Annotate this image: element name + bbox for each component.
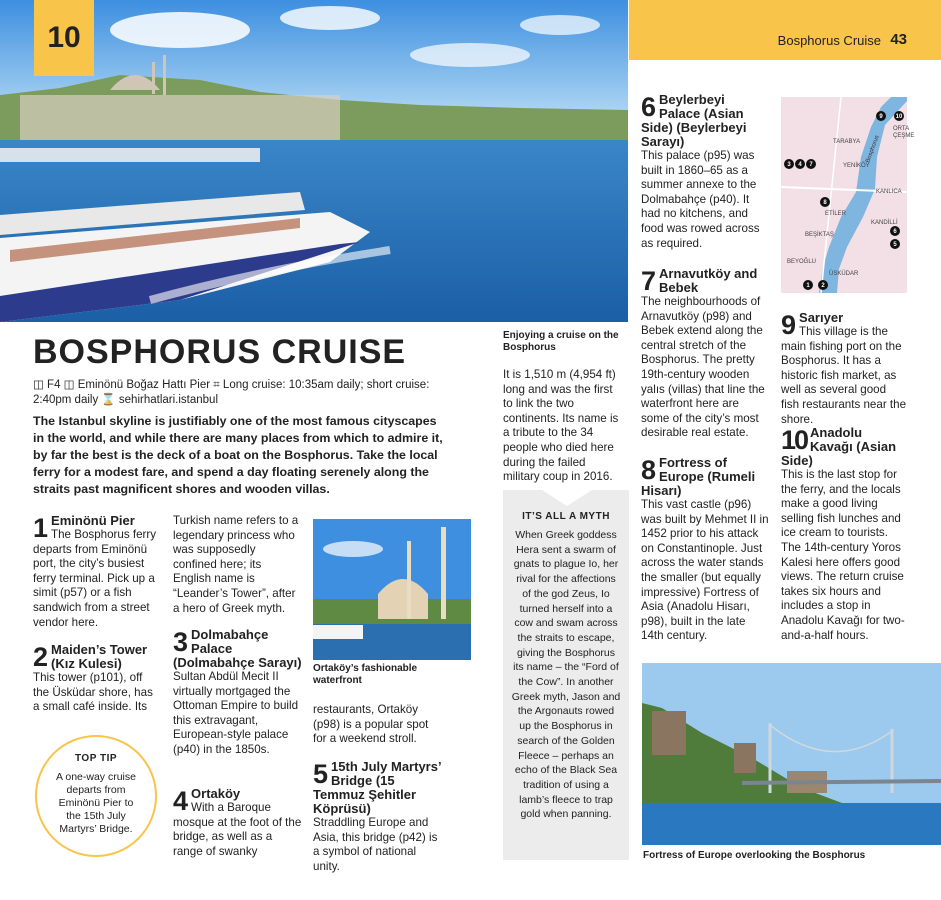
myth-text: When Greek goddess Hera sent a swarm of gnats to plague Io, her rival for the affections of the god Zeus, Io turned herself into a cow and swam across the straits to escape, giving the Bosphorus its name – the “Ford of the Cow”. In another Greek myth, Jason and the Argonauts rowed up the Bosphorus in search of the Golden Fleece – perhaps an echo of the Black Sea tradition of using a lamb’s fleece to trap gold when panning. [511, 529, 621, 821]
section-title: 15th July Martyrs’ Bridge (15 Temmuz Şehitler Köprüsü) [313, 759, 441, 816]
section-title: Beylerbeyi Palace (Asian Side) (Beylerbeyi Sarayı) [641, 92, 747, 149]
section-number: 10 [781, 425, 808, 455]
section-4 [173, 787, 303, 859]
section-7 [641, 267, 765, 441]
map-label: YENİKÖY [843, 163, 870, 169]
section-number: 8 [641, 455, 657, 485]
map-label: BEŞİKTAŞ [805, 232, 834, 238]
myth-notch [542, 490, 592, 506]
section-text: This village is the main fishing port on the Bosphorus. It has a historic fish market, as well as several good fish restaurants near the shore. [781, 325, 907, 426]
svg-text:9: 9 [879, 114, 883, 120]
section-number: 6 [641, 92, 657, 122]
intro-text: The Istanbul skyline is justifiably one of the most famous cityscapes in the world, and while there are many places from which to admire it, by far the best is the deck of a boat on the Bosphorus. Take the local ferry for a modest fare, and spend a day floating serenely along the straits past magnificent shores and wooden villas. [33, 414, 443, 496]
section-text: Sultan Abdül Mecit II virtually mortgaged the Ottoman Empire to build this extravagant, European-style palace (p40) in the 1850s. [173, 670, 299, 756]
map-label: ETİLER [825, 211, 847, 217]
page-number: 43 [890, 31, 907, 48]
section-4-continued: restaurants, Ortaköy (p98) is a popular spot for a weekend stroll. [313, 703, 429, 746]
section-title: Sarıyer [799, 310, 844, 325]
map-label: TARABYA [833, 139, 861, 145]
svg-text:6: 6 [893, 229, 897, 235]
section-number: 1 [33, 513, 49, 543]
svg-text:7: 7 [809, 162, 813, 168]
section-title: Arnavutköy and Bebek [659, 266, 758, 295]
route-map [781, 97, 915, 293]
main-photo-caption: Enjoying a cruise on the Bosphorus [503, 330, 619, 353]
svg-text:8: 8 [823, 200, 827, 206]
section-text: Straddling Europe and Asia, this bridge (p42) is a symbol of national unity. [313, 816, 438, 873]
section-text: This vast castle (p96) was built by Mehmet II in 1452 prior to his attack on Constantinople. Just across the water stands the smaller (but equally impressive) Fortress of Asia (Anadolu Hisarı, p98), built in the late 14th century. [641, 498, 769, 643]
section-9 [781, 311, 907, 427]
map-label: KANDİLLİ [871, 220, 898, 226]
section-3 [173, 628, 303, 758]
top-tip-label: TOP TIP [74, 753, 118, 764]
svg-text:5: 5 [893, 242, 897, 248]
running-header: Bosphorus Cruise [777, 33, 881, 48]
svg-text:1: 1 [806, 283, 810, 289]
info-line: ◫ F4 ◫ Eminönü Boğaz Hattı Pier ⌗ Long cruise: 10:35am daily; short cruise: 2:40pm daily ⌛ sehirhatlari.istanbul [33, 379, 430, 406]
top-tip [35, 735, 157, 857]
header-band [629, 0, 941, 60]
section-5-continued: It is 1,510 m (4,954 ft) long and was the first to link the two continents. Its name is a tribute to the 34 people who died here during the failed military coup in 2016. [503, 368, 619, 484]
section-title: Fortress of Europe (Rumeli Hisarı) [641, 455, 756, 498]
section-title: Ortaköy [191, 786, 241, 801]
section-text: The neighbourhoods of Arnavutköy (p98) and Bebek extend along the central stretch of the Bosphorus. The pretty 19th-century wooden yalıs (villas) that line the waterfront here are some of the city’s most desirable real estate. [641, 295, 765, 440]
section-title: Dolmabahçe Palace (Dolmabahçe Sarayı) [173, 627, 302, 670]
section-text: With a Baroque mosque at the foot of the bridge, as well as a range of swanky [173, 801, 302, 858]
map-label: ÇEŞME [893, 133, 915, 139]
map-label: Bosphorus [865, 134, 881, 164]
section-8 [641, 456, 771, 644]
map-label: ÜSKÜDAR [829, 271, 859, 277]
section-number: 5 [313, 759, 329, 789]
page-title: BOSPHORUS CRUISE [33, 333, 407, 371]
ortakoy-photo [313, 519, 471, 660]
section-title: Maiden’s Tower (Kız Kulesi) [51, 642, 148, 671]
map-label: KANLICA [876, 189, 902, 195]
section-2 [33, 643, 161, 715]
fortress-photo [642, 663, 941, 845]
section-text: This palace (p95) was built in 1860–65 as a summer annexe to the Dolmabahçe (p40). It had no kitchens, and food was rowed across as required. [641, 149, 760, 250]
ferry-photo [0, 0, 628, 322]
section-text: The Bosphorus ferry departs from Eminönü port, the city’s busiest ferry terminal. Pick up a simit (p57) or a fish sandwich from a street vendor here. [33, 528, 157, 629]
svg-text:2: 2 [821, 283, 825, 289]
section-number: 3 [173, 627, 189, 657]
map-label: BEYOĞLU [787, 259, 817, 265]
section-2-continued: Turkish name refers to a legendary princess who was supposedly confined here; its English name is “Leander’s Tower”, after a hero of Greek myth. [173, 514, 299, 615]
section-1 [33, 514, 161, 630]
section-number: 2 [33, 642, 49, 672]
map-label: ORTA [893, 126, 910, 132]
fortress-caption: Fortress of Europe overlooking the Bosphorus [643, 850, 866, 861]
svg-text:3: 3 [787, 162, 791, 168]
section-number: 7 [641, 266, 657, 296]
section-text: This tower (p101), off the Üsküdar shore, has a small café inside. Its [33, 671, 153, 714]
chapter-badge: 10 [34, 0, 94, 76]
svg-text:10: 10 [895, 114, 903, 120]
section-title: Anadolu Kavağı (Asian Side) [781, 425, 897, 468]
section-5 [313, 760, 441, 874]
myth-label: IT’S ALL A MYTH [522, 511, 610, 522]
section-10 [781, 426, 907, 643]
svg-text:4: 4 [798, 162, 802, 168]
top-tip-text: A one-way cruise departs from Eminönü Pier to the 15th July Martyrs’ Bridge. [56, 771, 136, 835]
section-title: Eminönü Pier [51, 513, 135, 528]
section-text: This is the last stop for the ferry, and the locals make a good living selling fish lunches and ice cream to tourists. The 14th-century Yoros Kalesi here offers good views. The return cruise takes six hours and includes a stop in Anadolu Kavağı for two-and-a-half hours. [781, 468, 905, 642]
section-6 [641, 93, 763, 251]
section-number: 9 [781, 310, 797, 340]
ortakoy-caption: Ortaköy’s fashionable waterfront [313, 663, 418, 686]
section-number: 4 [173, 786, 189, 816]
